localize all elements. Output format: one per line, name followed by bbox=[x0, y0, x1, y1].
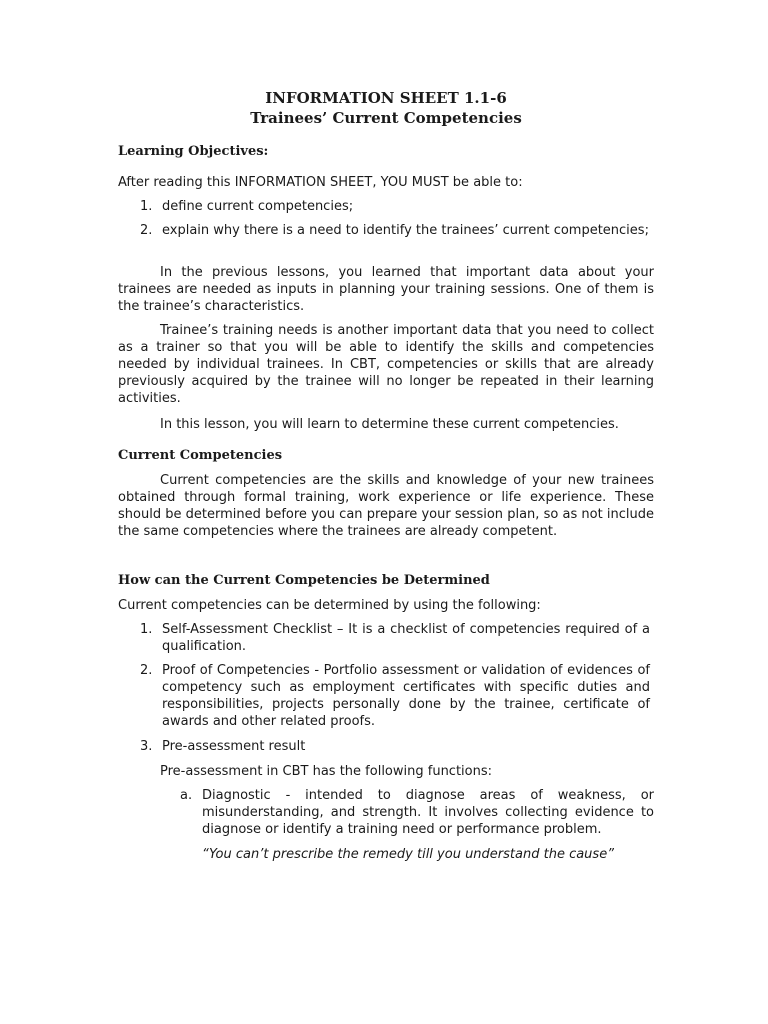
method-number: 3. bbox=[140, 739, 153, 754]
paragraph-previous-lessons: In the previous lessons, you learned that important data about your trainees are needed as inputs in planning your training sessions. One of them is the trainee’s characteristics. bbox=[118, 265, 654, 314]
learning-objectives-heading: Learning Objectives: bbox=[118, 144, 269, 159]
paragraph-this-lesson: In this lesson, you will learn to determine these current competencies. bbox=[160, 417, 619, 432]
current-competencies-heading: Current Competencies bbox=[118, 448, 283, 463]
intro-line: After reading this INFORMATION SHEET, YOU MUST be able to: bbox=[118, 175, 523, 190]
how-determined-intro: Current competencies can be determined by using the following: bbox=[118, 598, 541, 613]
method-text: Pre-assessment result bbox=[162, 739, 306, 754]
method-text: Self-Assessment Checklist – It is a checklist of competencies required of a qualification. bbox=[162, 622, 650, 654]
title-line-1: INFORMATION SHEET 1.1-6 bbox=[265, 89, 507, 107]
title-line-2: Trainees’ Current Competencies bbox=[250, 109, 522, 127]
method-number: 1. bbox=[140, 622, 153, 637]
how-determined-heading: How can the Current Competencies be Determined bbox=[118, 573, 490, 588]
function-text: Diagnostic - intended to diagnose areas of weakness, or misunderstanding, and strength. It involves collecting evidence to diagnose or identify a training need or performance problem. bbox=[202, 788, 654, 837]
pre-assessment-intro: Pre-assessment in CBT has the following functions: bbox=[160, 764, 493, 779]
function-letter: a. bbox=[180, 788, 193, 803]
quote-line: “You can’t prescribe the remedy till you understand the cause” bbox=[202, 847, 614, 862]
objective-number: 1. bbox=[140, 199, 153, 214]
current-competencies-paragraph: Current competencies are the skills and knowledge of your new trainees obtained through formal training, work experience or life experience. These should be determined before you can prepare your session plan, so as not include the same competencies where the trainees are already competent. bbox=[118, 473, 654, 539]
method-number: 2. bbox=[140, 663, 153, 678]
objective-text: explain why there is a need to identify the trainees’ current competencies; bbox=[162, 223, 649, 238]
document-title bbox=[118, 88, 654, 128]
objective-text: define current competencies; bbox=[162, 199, 354, 214]
method-text: Proof of Competencies - Portfolio assessment or validation of evidences of competency such as employment certificates with specific duties and responsibilities, projects personally done by the trainee, certificate of awards and other related proofs. bbox=[162, 663, 650, 729]
objective-number: 2. bbox=[140, 223, 153, 238]
paragraph-training-needs: Trainee’s training needs is another important data that you need to collect as a trainer so that you will be able to identify the skills and competencies needed by individual trainees. In CBT, competencies or skills that are already previously acquired by the trainee will no longer be repeated in their learning activities. bbox=[118, 323, 654, 406]
